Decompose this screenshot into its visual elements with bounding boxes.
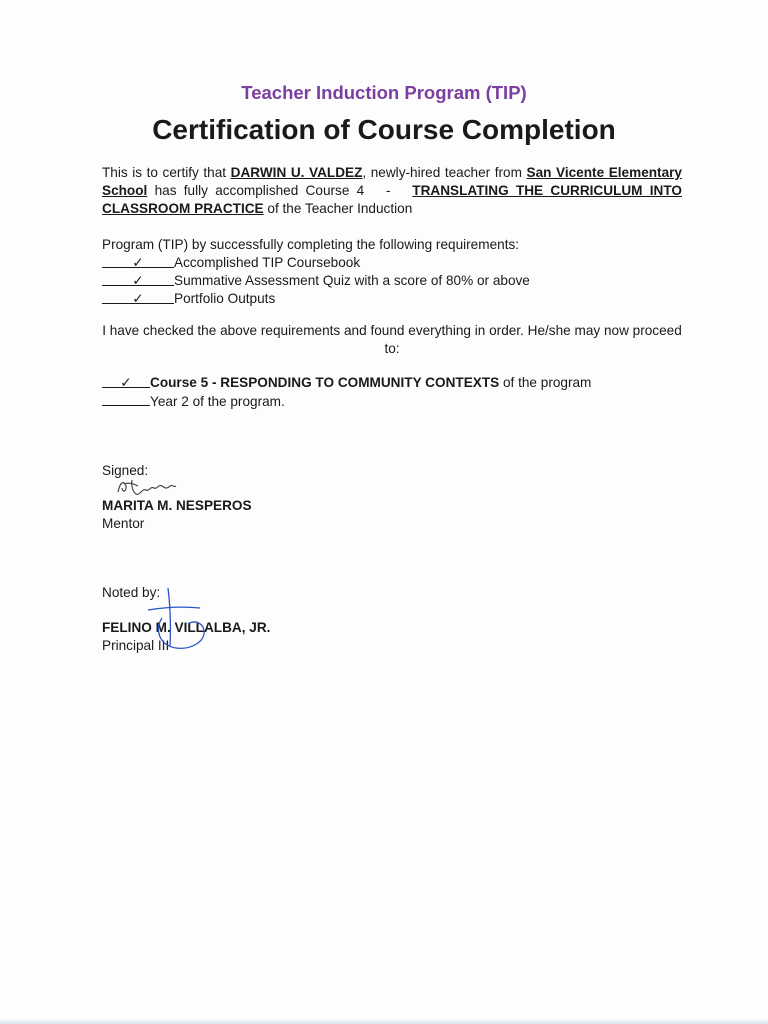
- check-blank: [102, 374, 150, 388]
- noted-label: Noted by:: [102, 585, 161, 600]
- certificate-title: Certification of Course Completion: [152, 114, 616, 145]
- signed-label: Signed:: [102, 463, 149, 478]
- scan-edge: [0, 1018, 768, 1024]
- proceed-option-year2: [102, 392, 682, 410]
- check-mark-icon: ✓: [132, 273, 144, 288]
- statement-text: I have checked the above requirements and found everything in order. He/she may now proceed to:: [102, 323, 682, 356]
- option1-rest: of the program: [499, 375, 592, 390]
- option2-text: Year 2 of the program.: [150, 394, 285, 409]
- principal-role: Principal III: [102, 638, 170, 653]
- check-blank: [102, 290, 174, 304]
- requirement-item: [102, 272, 682, 290]
- tail-text: of the Teacher Induction: [263, 201, 413, 216]
- requirement-label: Portfolio Outputs: [174, 291, 276, 306]
- mid-text-1: , newly-hired teacher from: [362, 165, 527, 180]
- requirement-label: Accomplished TIP Coursebook: [174, 255, 361, 270]
- requirements-list: [102, 254, 682, 308]
- proceed-options: [102, 374, 682, 410]
- mentor-role: Mentor: [102, 516, 145, 531]
- certification-paragraph: [102, 164, 682, 218]
- signed-block: [102, 462, 252, 533]
- option1-title: Course 5 - RESPONDING TO COMMUNITY CONTEXTS: [150, 375, 500, 390]
- intro-text: This is to certify that: [102, 165, 231, 180]
- requirement-item: [102, 254, 682, 272]
- principal-name: FELINO M. VILLALBA, JR.: [102, 620, 271, 635]
- program-heading: Teacher Induction Program (TIP): [241, 82, 527, 103]
- requirements-intro: Program (TIP) by successfully completing the following requirements:: [102, 237, 520, 252]
- requirement-label: Summative Assessment Quiz with a score of 80% or above: [174, 273, 530, 288]
- check-blank: [102, 272, 174, 286]
- check-blank: [102, 392, 150, 406]
- check-mark-icon: ✓: [132, 255, 144, 270]
- check-mark-icon: ✓: [132, 291, 144, 306]
- requirements-section: [102, 236, 682, 308]
- proceed-option-course5: [102, 374, 682, 392]
- school-name: San Vicente Elementary School: [102, 165, 682, 198]
- mentor-name: MARITA M. NESPEROS: [102, 498, 252, 513]
- check-mark-icon: ✓: [120, 375, 132, 390]
- noted-block: [102, 584, 270, 655]
- check-blank: [102, 254, 174, 268]
- mid-text-2: has fully accomplished Course 4 -: [147, 183, 413, 198]
- course-title: TRANSLATING THE CURRICULUM INTO CLASSROOM PRACTICE: [102, 183, 682, 216]
- requirement-item: [102, 290, 682, 308]
- teacher-name: DARWIN U. VALDEZ: [230, 165, 363, 180]
